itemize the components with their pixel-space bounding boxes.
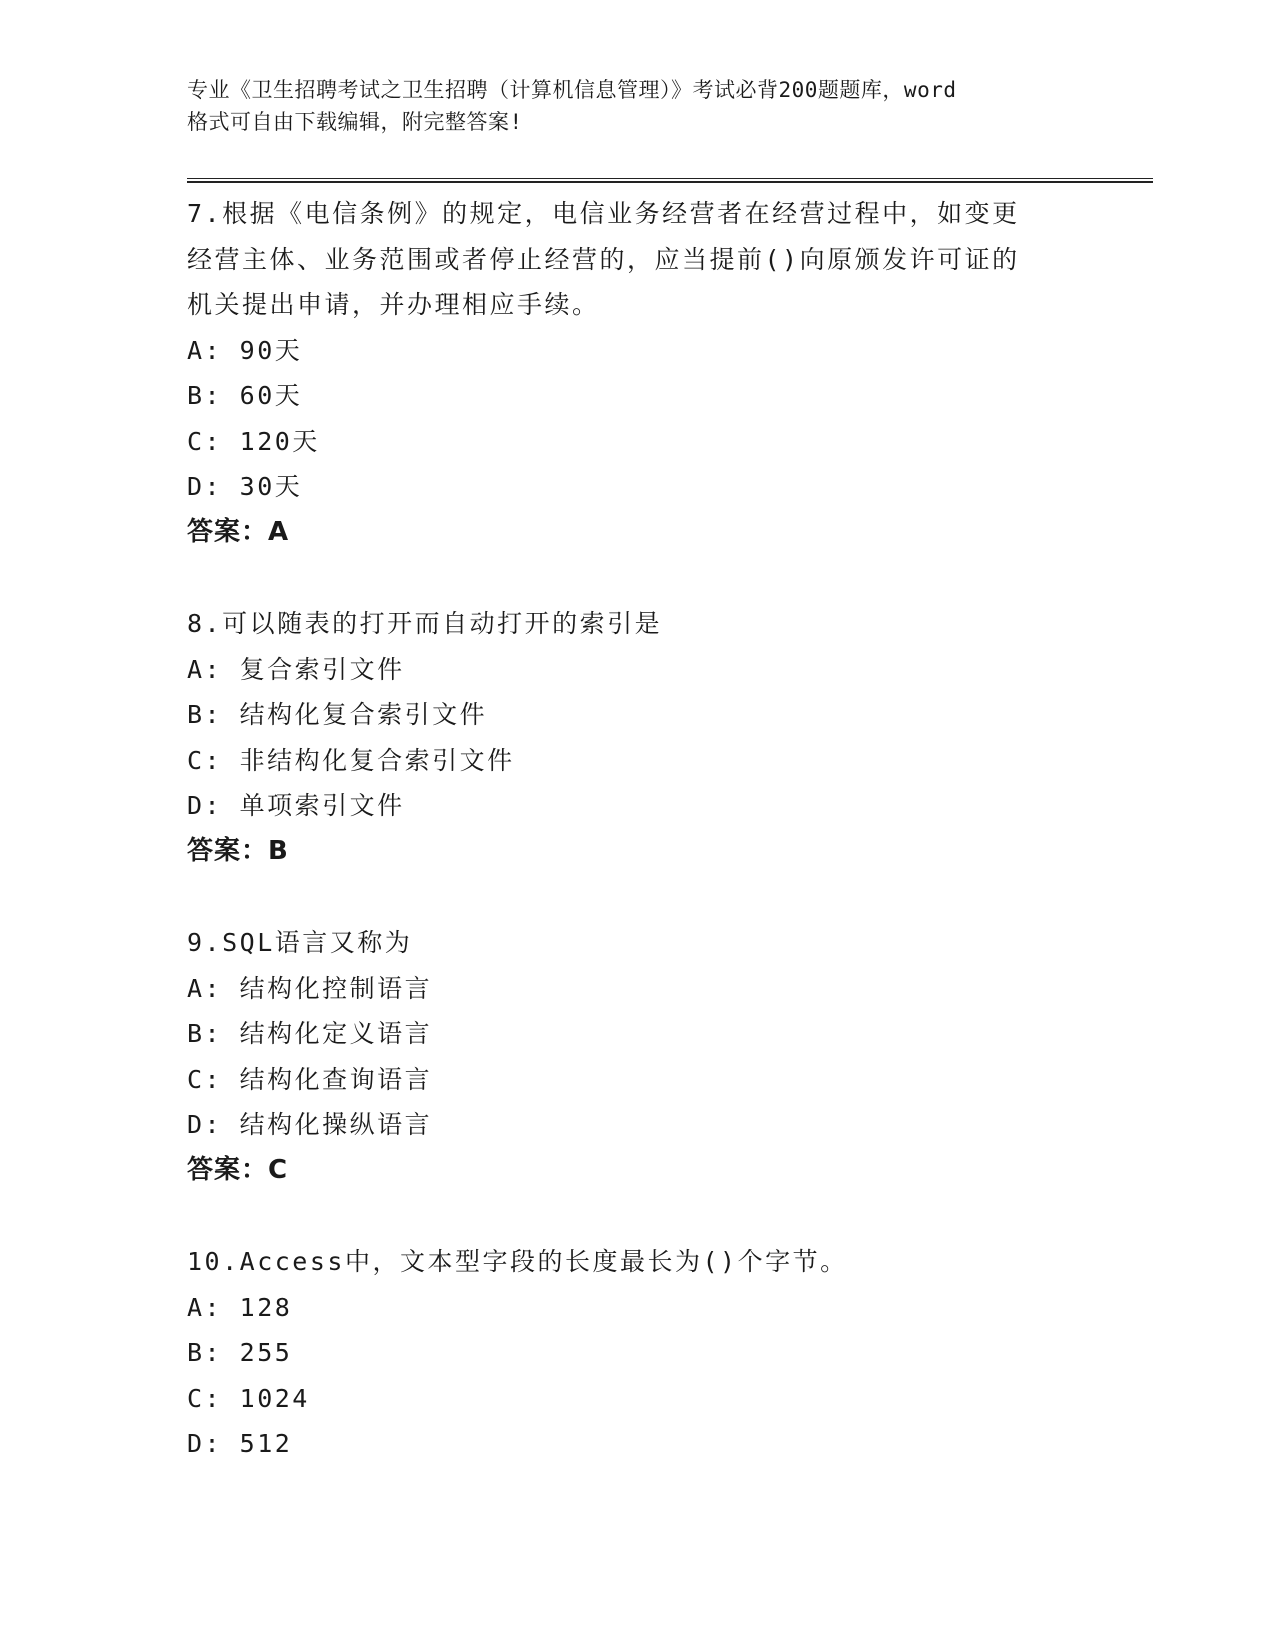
question-7 <box>187 191 1153 555</box>
document-page <box>187 0 1153 1650</box>
option-c: C: 非结构化复合索引文件 <box>187 745 515 775</box>
question-stem-line: 经营主体、业务范围或者停止经营的，应当提前()向原颁发许可证的 <box>187 244 1020 274</box>
document-header <box>187 74 1087 138</box>
question-stem-line: 7.根据《电信条例》的规定，电信业务经营者在经营过程中，如变更 <box>187 199 1020 228</box>
header-line-1: 专业《卫生招聘考试之卫生招聘（计算机信息管理）》考试必背200题题库，word <box>187 78 957 102</box>
option-b: B: 255 <box>187 1338 293 1367</box>
option-c: C: 120天 <box>187 426 320 456</box>
option-d: D: 512 <box>187 1429 293 1458</box>
option-d: D: 30天 <box>187 472 303 501</box>
option-a: A: 结构化控制语言 <box>187 973 433 1003</box>
option-a: A: 复合索引文件 <box>187 654 405 684</box>
option-a: A: 128 <box>187 1292 293 1322</box>
answer-label: 答案：B <box>187 835 289 866</box>
option-d: D: 结构化操纵语言 <box>187 1110 433 1139</box>
question-stem-line: 8.可以随表的打开而自动打开的索引是 <box>187 609 663 638</box>
question-stem-line: 9.SQL语言又称为 <box>187 928 413 957</box>
question-10 <box>187 1239 1153 1467</box>
question-stem-line: 10.Access中，文本型字段的长度最长为()个字节。 <box>187 1247 848 1276</box>
question-9 <box>187 920 1153 1193</box>
option-c: C: 1024 <box>187 1383 310 1413</box>
question-8 <box>187 601 1153 874</box>
option-b: B: 60天 <box>187 381 303 410</box>
option-b: B: 结构化定义语言 <box>187 1019 433 1048</box>
answer-label: 答案：A <box>187 516 290 547</box>
question-stem-line: 机关提出申请，并办理相应手续。 <box>187 290 600 319</box>
header-line-2: 格式可自由下载编辑，附完整答案! <box>187 110 523 134</box>
header-divider <box>187 178 1153 183</box>
option-c: C: 结构化查询语言 <box>187 1064 433 1094</box>
option-d: D: 单项索引文件 <box>187 791 405 820</box>
answer-label: 答案：C <box>187 1154 289 1185</box>
option-a: A: 90天 <box>187 335 303 365</box>
question-list <box>187 191 1153 1513</box>
option-b: B: 结构化复合索引文件 <box>187 700 488 729</box>
